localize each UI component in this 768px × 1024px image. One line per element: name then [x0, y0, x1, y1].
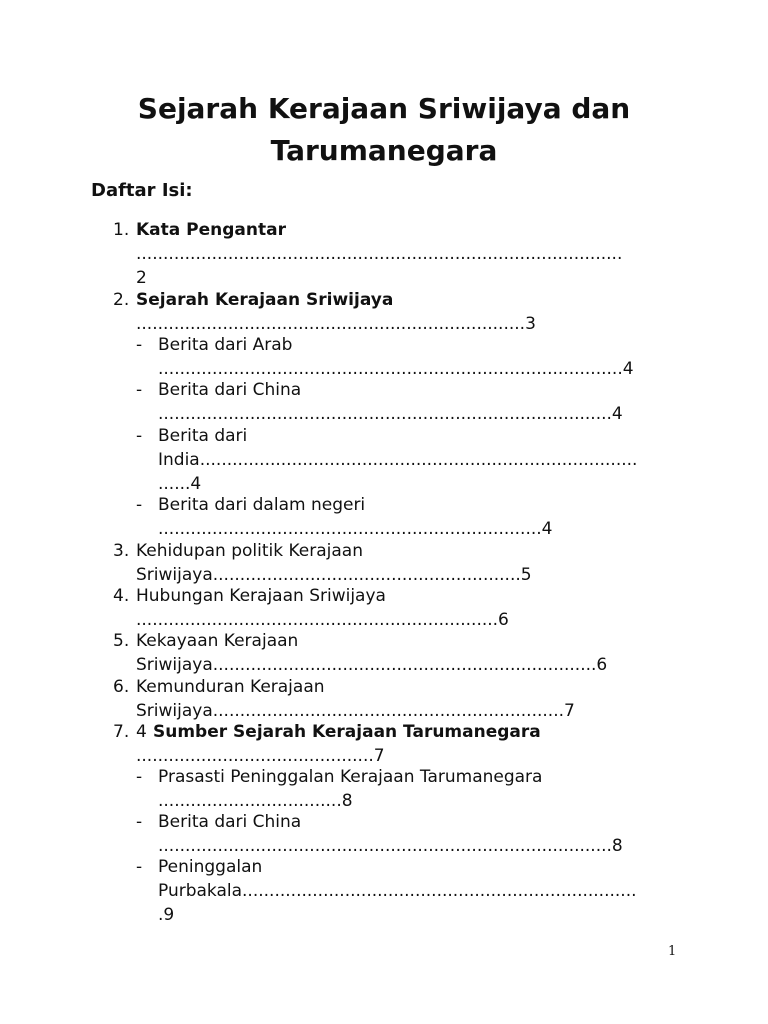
- toc-subentry-title: Berita dari: [158, 426, 248, 446]
- toc-subentry-title: Berita dari China: [158, 380, 302, 400]
- toc-subentry-title: Berita dari Arab: [158, 335, 293, 355]
- toc-subentry-title: Berita dari dalam negeri: [158, 495, 366, 515]
- toc-subentry-leader-continued: .9: [158, 905, 175, 925]
- toc-entry-leader: ...................................................................6: [136, 610, 509, 630]
- toc-subentry-leader: ......................................................................................4: [158, 359, 634, 379]
- toc-entry-number: 3.: [113, 541, 130, 561]
- toc-subentry-dash: -: [136, 812, 143, 832]
- toc-subentry-dash: -: [136, 767, 143, 787]
- toc-entry-prefix: 4: [136, 722, 147, 742]
- title-line-2: Tarumanegara: [270, 134, 498, 167]
- toc-heading: Daftar Isi:: [91, 180, 193, 201]
- page-number: 1: [668, 944, 677, 959]
- toc-entry-leader: ........................................................................3: [136, 314, 536, 334]
- toc-subentry-title: Prasasti Peninggalan Kerajaan Tarumanegara: [158, 767, 543, 787]
- toc-entry-title: Kehidupan politik Kerajaan: [136, 541, 363, 561]
- toc-entry-number: 2.: [113, 290, 130, 310]
- toc-entry-number: 6.: [113, 677, 130, 697]
- toc-entry-title: Hubungan Kerajaan Sriwijaya: [136, 586, 386, 606]
- toc-entry-number: 5.: [113, 631, 130, 651]
- toc-subentry-dash: -: [136, 380, 143, 400]
- title-line-1: Sejarah Kerajaan Sriwijaya dan: [137, 92, 631, 125]
- toc-subentry-leader: India.................................................................................: [158, 450, 638, 470]
- toc-subentry-title: Peninggalan: [158, 857, 263, 877]
- toc-entry-leader: ..........................................................................................: [136, 244, 623, 264]
- toc-entry-leader: Sriwijaya.......................................................................6: [136, 655, 608, 675]
- toc-subentry-dash: -: [136, 857, 143, 877]
- toc-entry-number: 7.: [113, 722, 130, 742]
- toc-entry-title: Kekayaan Kerajaan: [136, 631, 299, 651]
- toc-subentry-leader: Purbakala.........................................................................: [158, 881, 637, 901]
- toc-entry-leader: Sriwijaya.........................................................5: [136, 565, 532, 585]
- toc-subentry-dash: -: [136, 495, 143, 515]
- toc-entry-title: Sumber Sejarah Kerajaan Tarumanegara: [153, 722, 541, 742]
- toc-subentry-dash: -: [136, 335, 143, 355]
- toc-subentry-leader: ....................................................................................8: [158, 836, 623, 856]
- toc-entry-title: Sejarah Kerajaan Sriwijaya: [136, 290, 394, 310]
- toc-subentry-leader-continued: ......4: [158, 474, 202, 494]
- toc-entry-page: 2: [136, 268, 147, 288]
- toc-subentry-leader: ....................................................................................4: [158, 404, 623, 424]
- toc-entry-number: 4.: [113, 586, 130, 606]
- toc-entry-title: Kemunduran Kerajaan: [136, 677, 325, 697]
- toc-subentry-title: Berita dari China: [158, 812, 302, 832]
- toc-entry-leader: ............................................7: [136, 746, 385, 766]
- toc-entry-number: 1.: [113, 220, 130, 240]
- toc-subentry-leader: .......................................................................4: [158, 519, 553, 539]
- toc-entry-title: Kata Pengantar: [136, 220, 286, 240]
- toc-entry-leader: Sriwijaya.................................................................7: [136, 701, 575, 721]
- toc-subentry-dash: -: [136, 426, 143, 446]
- toc-subentry-leader: ..................................8: [158, 791, 353, 811]
